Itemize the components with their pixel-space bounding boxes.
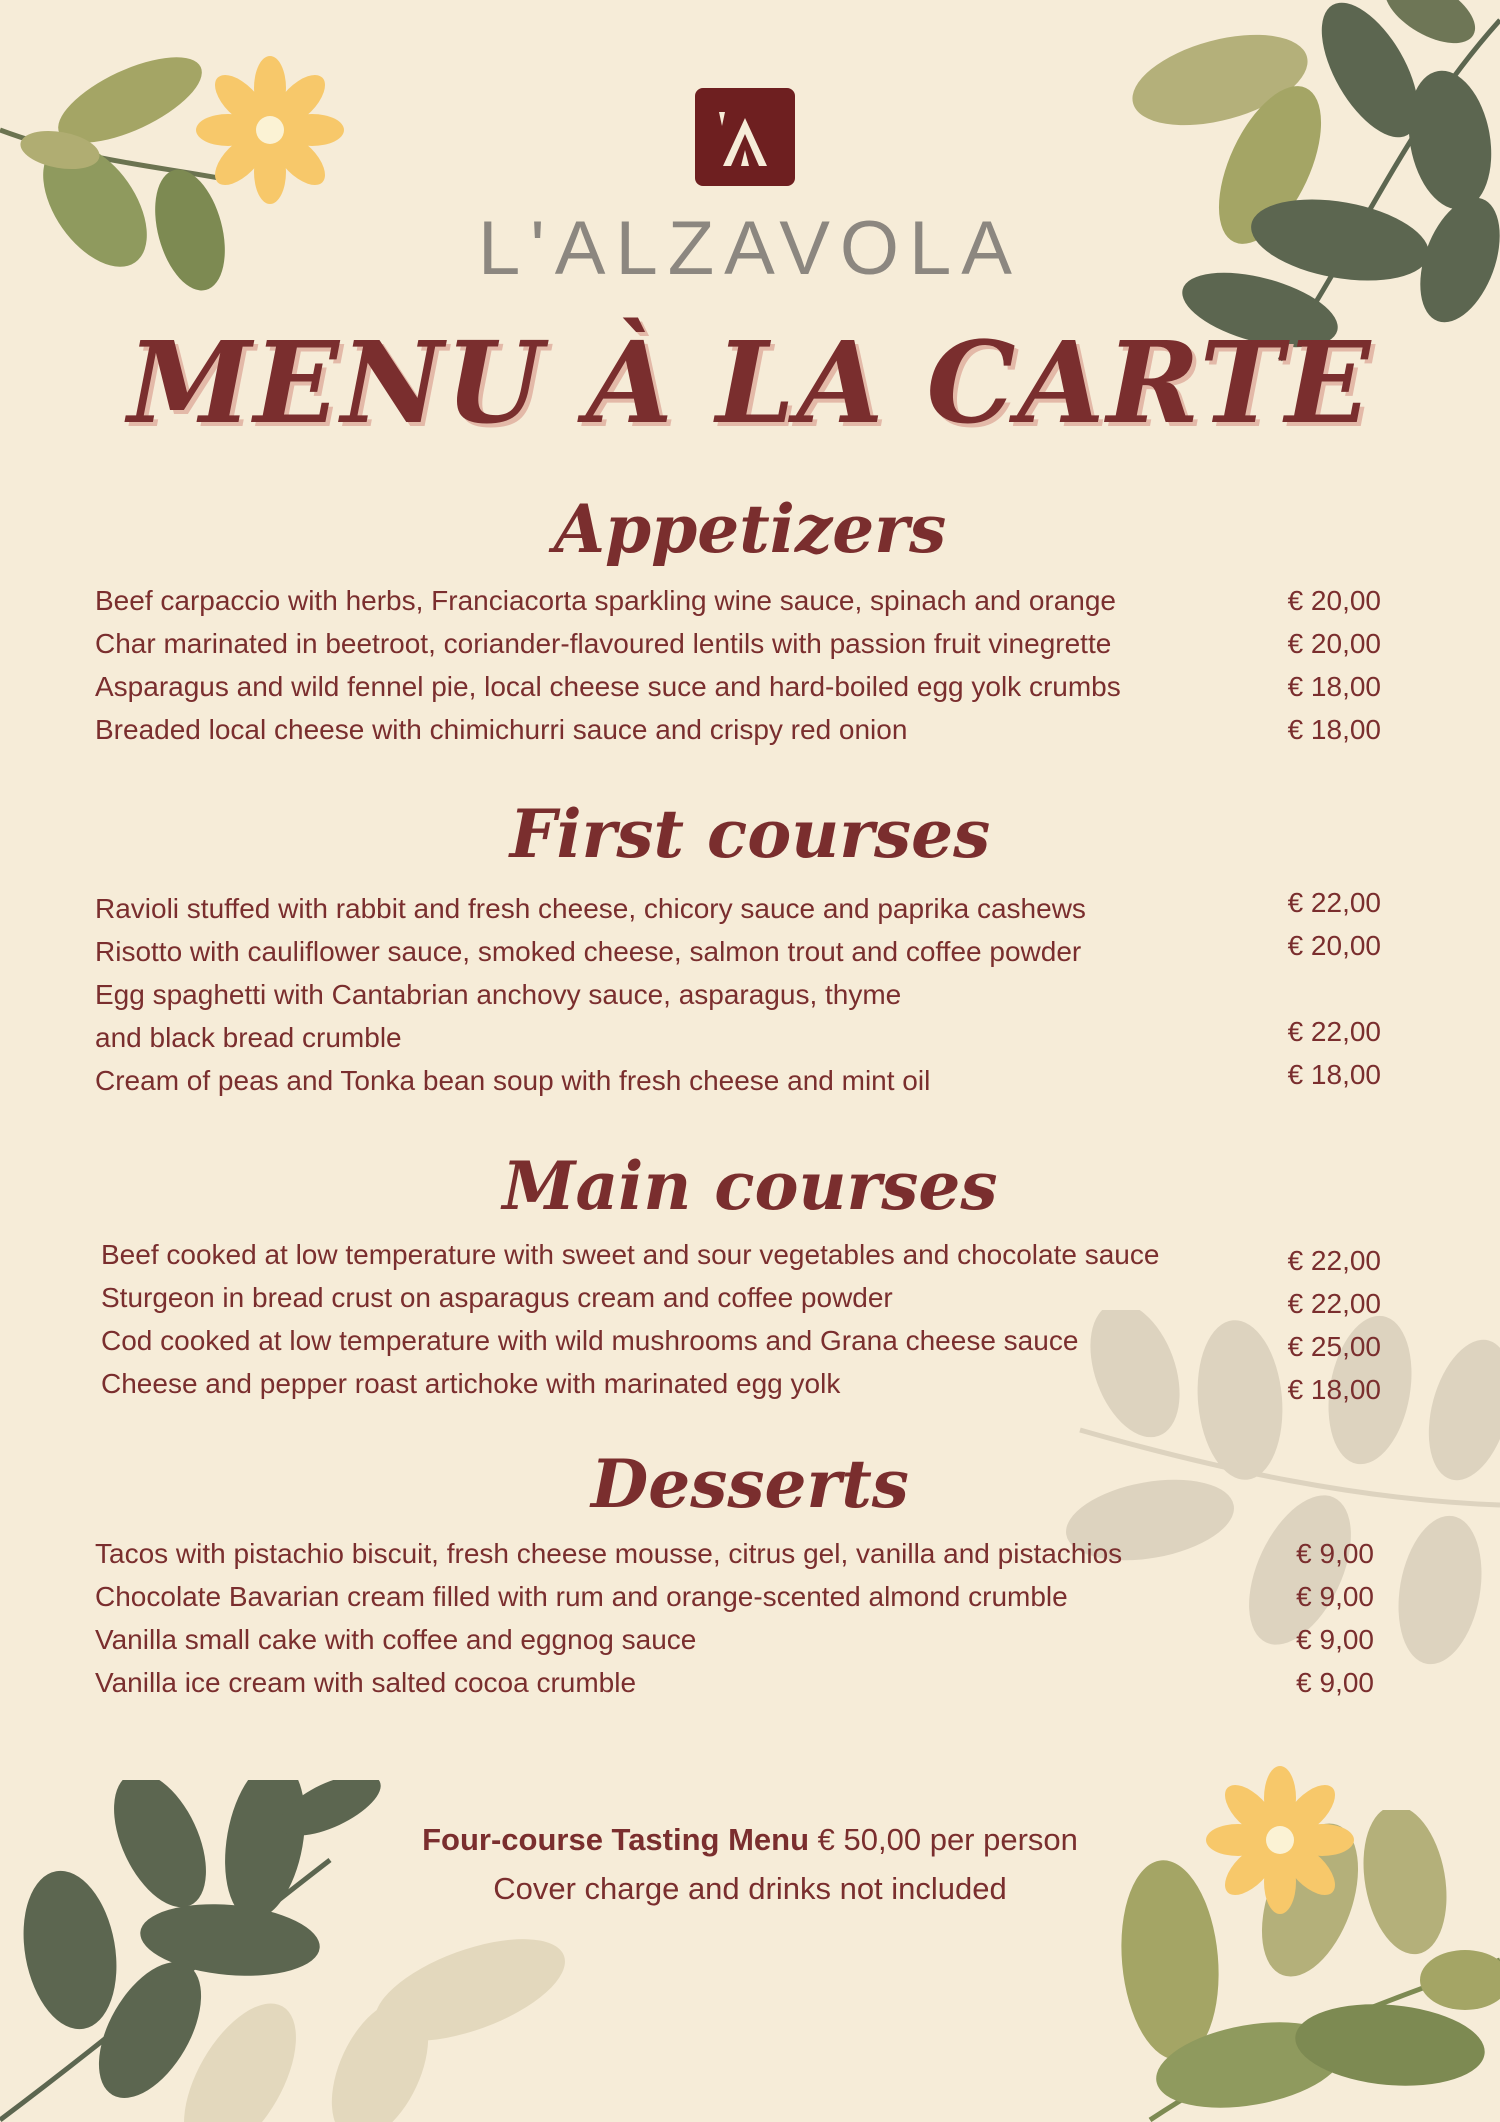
tasting-menu-label: Four-course Tasting Menu [422,1822,810,1857]
item-price: € 22,00 [1287,1016,1381,1047]
menu-item [95,585,1395,627]
item-name: Cream of peas and Tonka bean soup with fresh cheese and mint oil [95,1065,931,1096]
item-price: € 18,00 [1287,1374,1381,1405]
menu-item [95,628,1395,670]
item-name: Tacos with pistachio biscuit, fresh cheese mousse, citrus gel, vanilla and pistachios [95,1538,1123,1569]
menu-item [95,1538,1395,1580]
tasting-menu-price: € 50,00 per person [809,1822,1078,1857]
section-title-desserts: Desserts [591,1445,909,1523]
footer-note: Cover charge and drinks not included [493,1871,1007,1906]
brand-name: L'ALZAVOLA [478,206,1022,291]
item-price: € 22,00 [1287,887,1381,918]
item-name: Chocolate Bavarian cream filled with rum and orange-scented almond crumble [95,1581,1068,1612]
item-price: € 25,00 [1287,1331,1381,1362]
menu-item [101,1325,1401,1367]
item-price: € 9,00 [1296,1581,1374,1612]
item-name-line2: and black bread crumble [95,1022,402,1053]
item-name: Beef carpaccio with herbs, Franciacorta sparkling wine sauce, spinach and orange [95,585,1117,616]
item-price: € 22,00 [1287,1288,1381,1319]
item-name: Breaded local cheese with chimichurri sauce and crispy red onion [95,714,908,745]
menu-item [95,1667,1395,1709]
item-name: Risotto with cauliflower sauce, smoked cheese, salmon trout and coffee powder [95,936,1082,967]
section-title-main-courses: Main courses [502,1147,998,1225]
item-name: Sturgeon in bread crust on asparagus cream and coffee powder [101,1282,893,1313]
logo-mark-icon [695,88,795,186]
menu-item [101,1368,1401,1410]
item-price: € 18,00 [1287,714,1381,745]
menu-item [95,714,1395,756]
menu-item [95,930,1395,978]
menu-item [95,1059,1395,1107]
item-name: Cheese and pepper roast artichoke with marinated egg yolk [101,1368,841,1399]
item-price: € 9,00 [1296,1538,1374,1569]
menu-item [95,1581,1395,1623]
menu-item [95,1624,1395,1666]
item-name: Egg spaghetti with Cantabrian anchovy sauce, asparagus, thyme [95,979,902,1010]
menu-item [95,671,1395,713]
item-price: € 22,00 [1287,1245,1381,1276]
item-price: € 20,00 [1287,930,1381,961]
item-price: € 9,00 [1296,1624,1374,1655]
item-name: Char marinated in beetroot, coriander-flavoured lentils with passion fruit vinegrette [95,628,1112,659]
flower-icon [185,50,355,220]
item-price: € 20,00 [1287,585,1381,616]
section-title-appetizers: Appetizers [553,490,947,568]
menu-item [101,1282,1401,1324]
menu-item [95,979,1395,1065]
menu-item [95,887,1395,935]
item-name: Cod cooked at low temperature with wild mushrooms and Grana cheese sauce [101,1325,1079,1356]
item-name: Asparagus and wild fennel pie, local cheese suce and hard-boiled egg yolk crumbs [95,671,1121,702]
item-name: Ravioli stuffed with rabbit and fresh cheese, chicory sauce and paprika cashews [95,893,1086,924]
menu-title: MENU À LA CARTE [127,318,1373,449]
item-price: € 18,00 [1287,671,1381,702]
menu-item [101,1239,1401,1281]
item-name: Beef cooked at low temperature with sweet and sour vegetables and chocolate sauce [101,1239,1160,1270]
item-price: € 18,00 [1287,1059,1381,1090]
item-price: € 9,00 [1296,1667,1374,1698]
section-title-first-courses: First courses [509,795,991,873]
item-name: Vanilla small cake with coffee and eggnog sauce [95,1624,697,1655]
tasting-menu-line [0,1822,1500,1858]
item-name: Vanilla ice cream with salted cocoa crumble [95,1667,637,1698]
item-price: € 20,00 [1287,628,1381,659]
